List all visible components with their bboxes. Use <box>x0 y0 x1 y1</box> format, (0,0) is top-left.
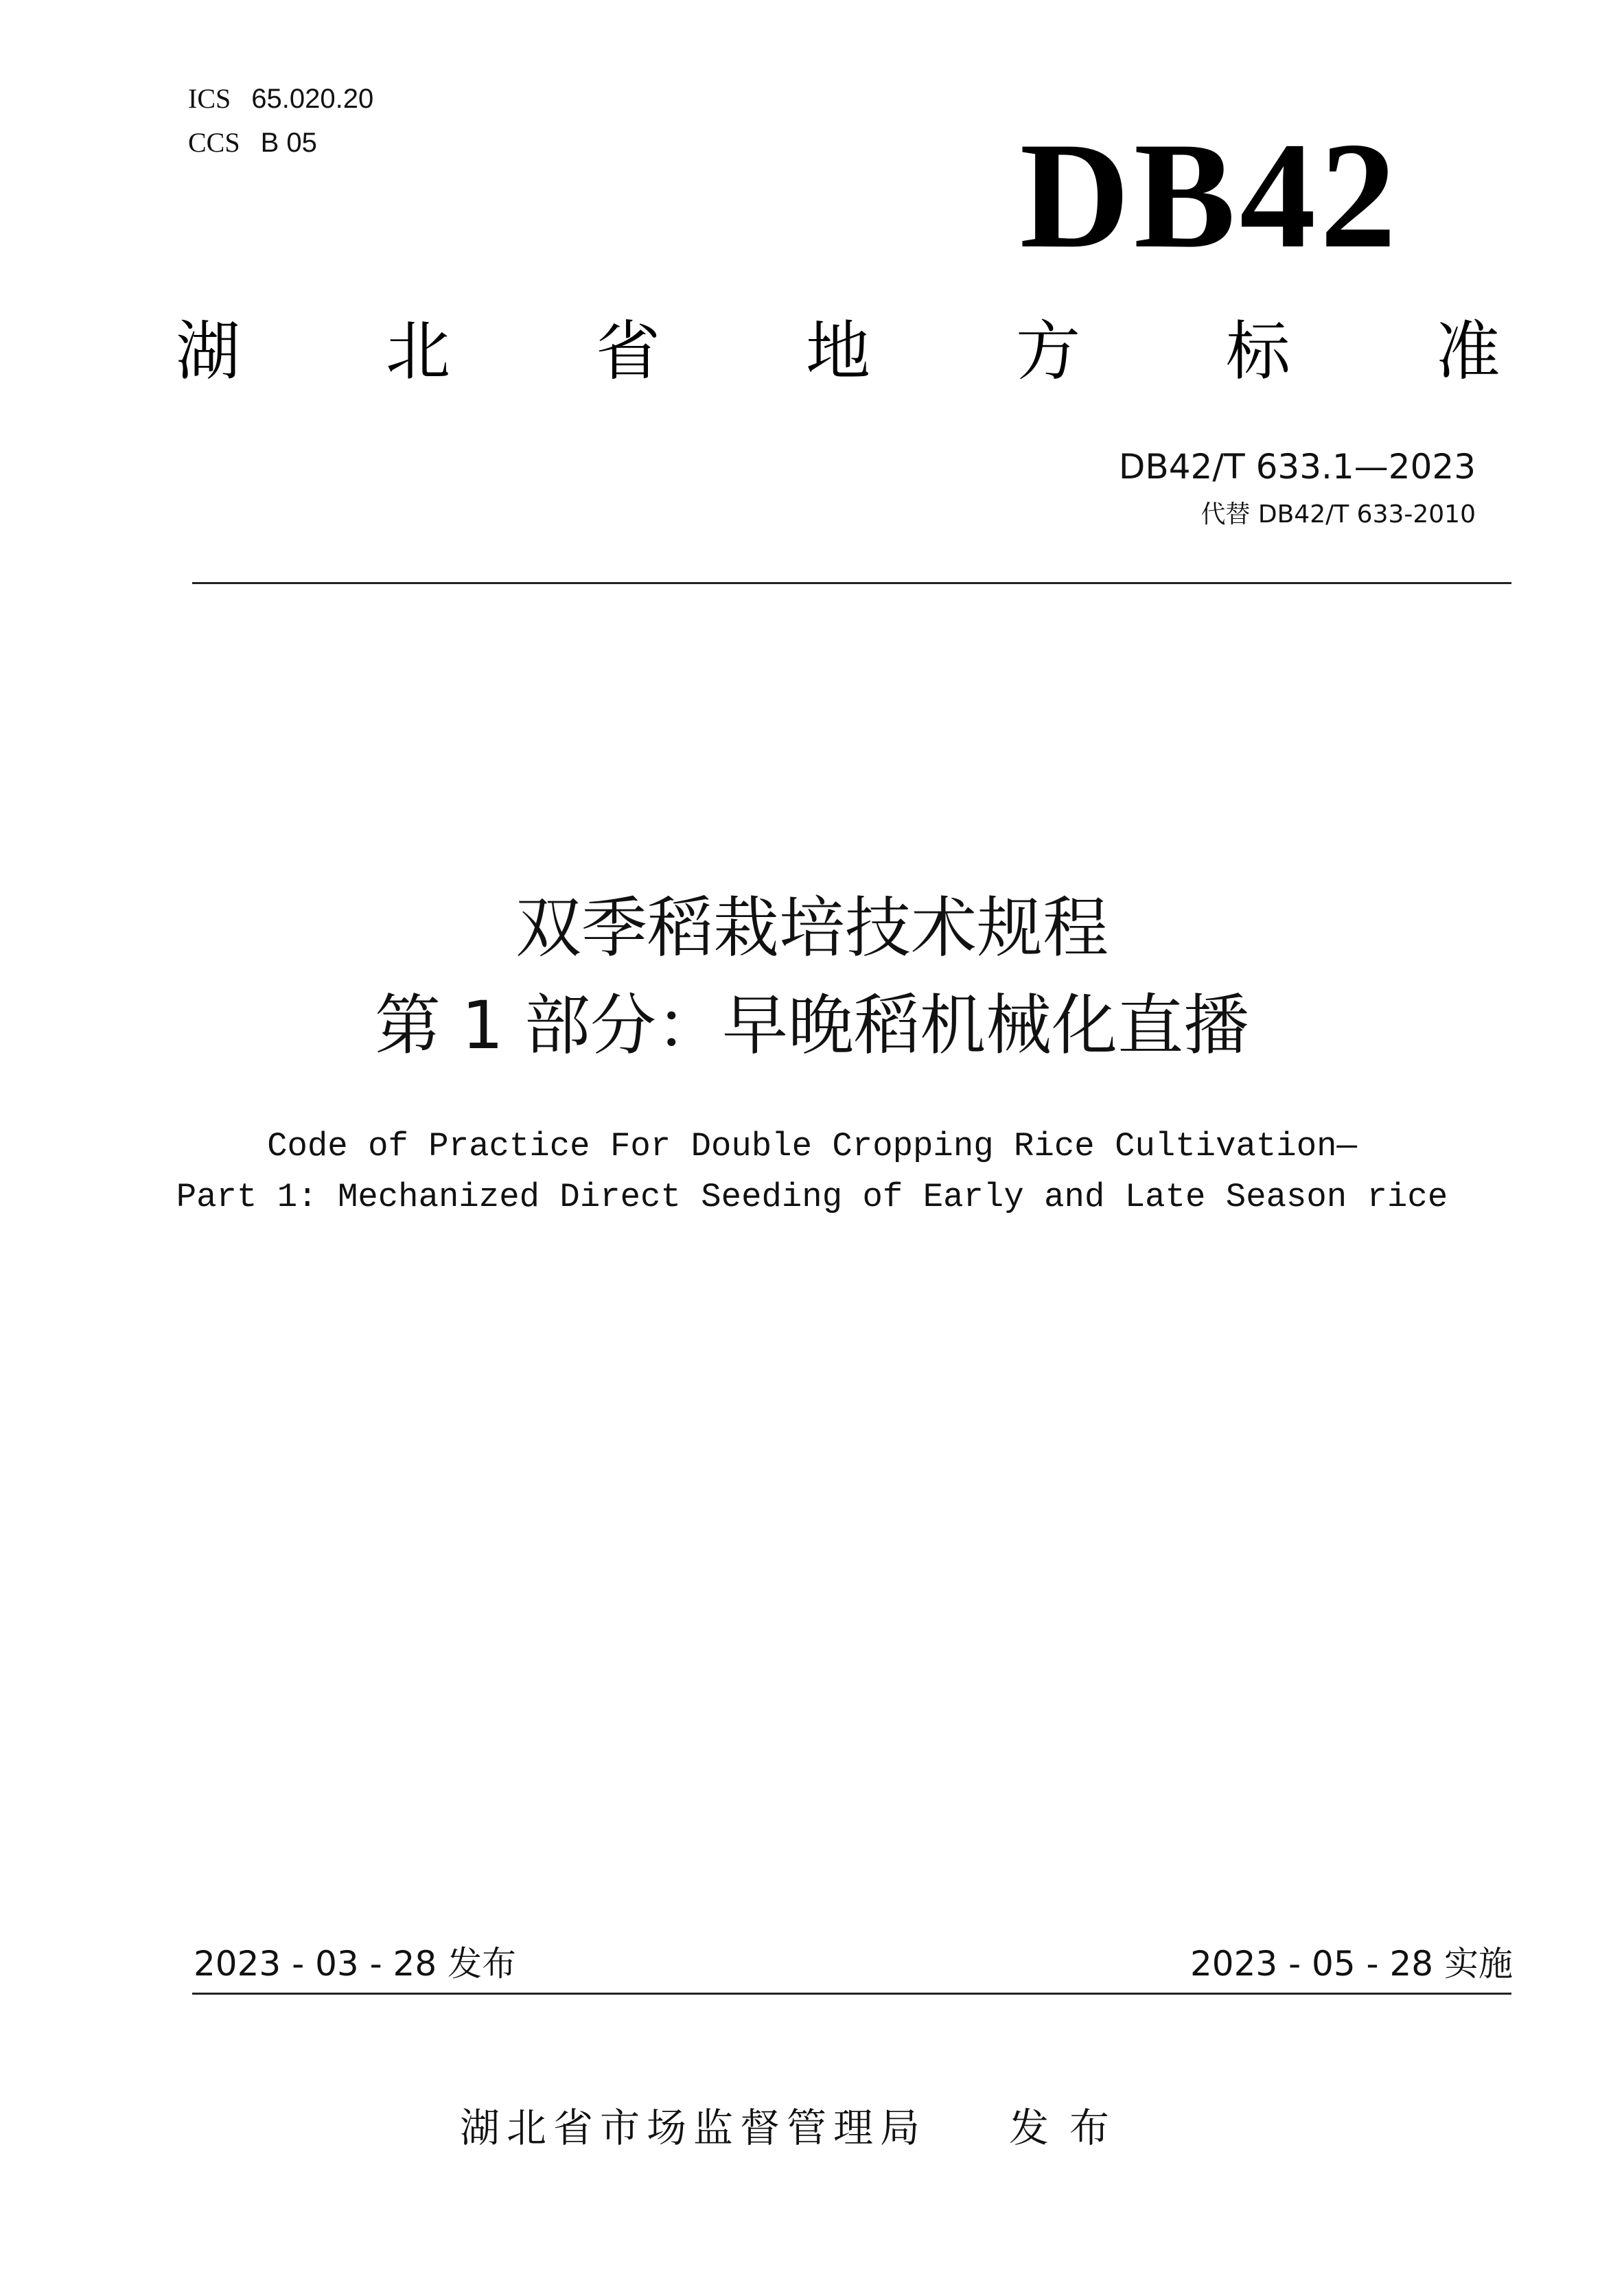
title-en-line1: Code of Practice For Double Cropping Rice Cultivation— <box>267 1127 1357 1166</box>
standard-kind-char: 地 <box>805 314 870 389</box>
standard-kind-char: 省 <box>595 314 660 389</box>
issuer-line <box>460 2100 1130 2155</box>
standard-kind-char: 北 <box>385 314 450 389</box>
ics-label: ICS <box>188 83 231 114</box>
classification-codes <box>188 77 373 165</box>
bottom-divider <box>192 1993 1511 1995</box>
issue-date: 2023 - 03 - 28 发布 <box>194 1944 517 1984</box>
standard-kind-char: 方 <box>1015 314 1080 389</box>
ics-value: 65.020.20 <box>251 84 374 114</box>
ccs-code-row <box>188 121 373 165</box>
standard-kind-heading <box>176 314 1500 390</box>
issuing-action: 发布 <box>1009 2104 1130 2151</box>
replaces-note: 代替 DB42/T 633-2010 <box>1200 500 1476 529</box>
standard-kind-char: 准 <box>1435 314 1500 389</box>
ccs-label: CCS <box>188 127 240 158</box>
title-cn-line1: 双季稻栽培技术规程 <box>515 890 1109 966</box>
title-en-line2: Part 1: Mechanized Direct Seeding of Early and Late Season rice <box>176 1178 1448 1216</box>
ccs-value: B 05 <box>260 128 317 158</box>
issuing-organization: 湖北省市场监督管理局 <box>460 2104 927 2151</box>
standard-number: DB42/T 633.1—2023 <box>1118 447 1476 487</box>
db42-logo: DB42 <box>1019 111 1400 280</box>
title-cn-line2: 第 1 部分：早晚稻机械化直播 <box>374 987 1250 1064</box>
standard-kind-char: 标 <box>1225 314 1290 389</box>
top-divider <box>192 582 1511 584</box>
implementation-date: 2023 - 05 - 28 实施 <box>1190 1944 1513 1984</box>
ics-code-row <box>188 77 373 121</box>
standard-kind-char: 湖 <box>176 314 241 389</box>
